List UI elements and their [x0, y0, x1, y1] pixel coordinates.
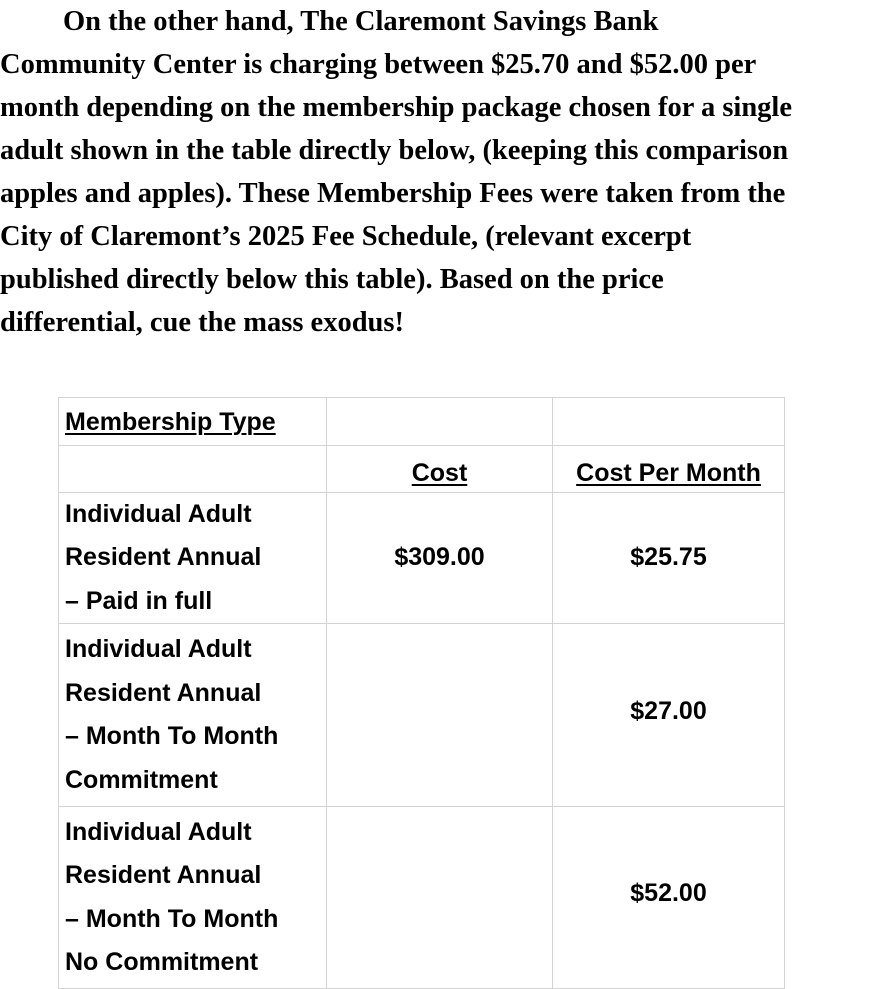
membership-type-line: No Commitment — [65, 948, 259, 976]
intro-line: adult shown in the table directly below, (keeping this comparison — [0, 135, 789, 166]
intro-line: On the other hand, The Claremont Savings Bank — [63, 6, 659, 37]
intro-line: differential, cue the mass exodus! — [0, 307, 404, 338]
membership-type-line: – Month To Month — [65, 722, 279, 750]
cost-cell — [327, 807, 553, 989]
empty-cell — [553, 398, 785, 446]
membership-type-line: Resident Annual — [65, 861, 262, 889]
membership-type-line: Commitment — [65, 765, 218, 794]
header-cost-per-month-cell — [553, 445, 785, 492]
intro-line: City of Claremont’s 2025 Fee Schedule, (relevant excerpt — [0, 221, 692, 252]
header-membership-type-cell — [59, 398, 327, 446]
table-row — [59, 807, 785, 989]
cost-per-month-cell: $25.75 — [553, 492, 785, 624]
cost-cell: $309.00 — [327, 492, 553, 624]
membership-type-line: Resident Annual — [65, 678, 262, 707]
membership-type-line: Individual Adult — [65, 817, 252, 846]
empty-cell — [59, 445, 327, 492]
header-cost-cell — [327, 445, 553, 492]
header-cost-per-month: Cost Per Month — [576, 458, 761, 487]
cost-per-month-cell: $27.00 — [553, 624, 785, 807]
intro-line: month depending on the membership package chosen for a single — [0, 92, 793, 123]
header-cost: Cost — [411, 458, 468, 487]
intro-line: published directly below this table). Based on the price — [0, 264, 664, 295]
empty-cell — [327, 398, 553, 446]
membership-type-cell — [59, 807, 327, 989]
membership-type-line: – Paid in full — [65, 586, 213, 615]
membership-type-cell — [59, 492, 327, 624]
membership-fees-table — [58, 397, 785, 989]
table-row — [59, 492, 785, 624]
membership-type-line: Individual Adult — [65, 499, 252, 528]
intro-line: apples and apples). These Membership Fees were taken from the — [0, 178, 786, 209]
intro-paragraph — [0, 0, 880, 344]
membership-type-line: Resident Annual — [65, 543, 262, 571]
membership-type-cell — [59, 624, 327, 807]
membership-type-line: Individual Adult — [65, 635, 252, 663]
table-header-row — [59, 445, 785, 492]
header-membership-type: Membership Type — [65, 408, 276, 436]
table-row — [59, 624, 785, 807]
cost-cell — [327, 624, 553, 807]
membership-type-line: – Month To Month — [65, 904, 279, 933]
intro-line: Community Center is charging between $25.70 and $52.00 per — [0, 49, 757, 80]
cost-per-month-cell: $52.00 — [553, 807, 785, 989]
table-header-row — [59, 398, 785, 446]
